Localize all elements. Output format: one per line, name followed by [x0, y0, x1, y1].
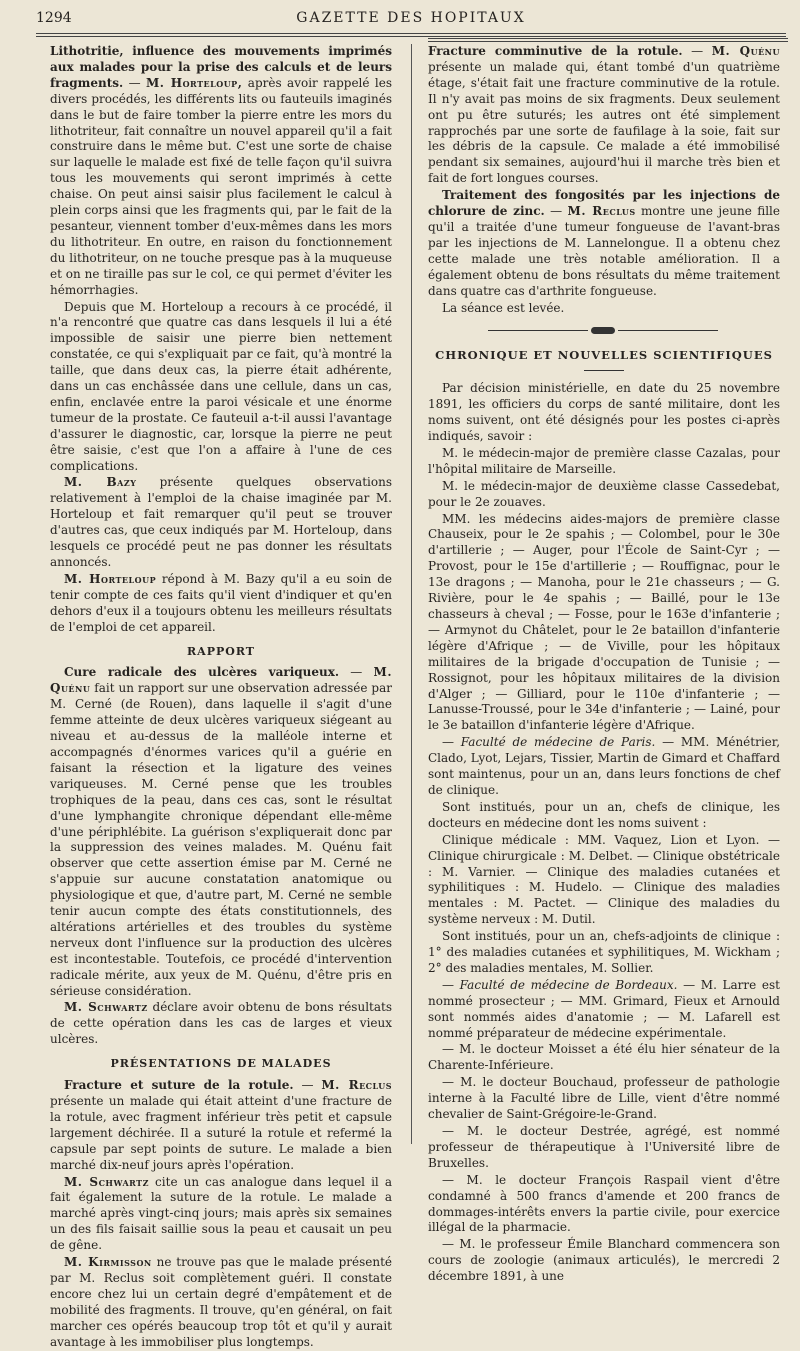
right-column	[428, 44, 781, 1284]
page-number: 1294	[36, 10, 72, 26]
paragraph: M. Horteloup répond à M. Bazy qu'il a eu soin de tenir compte de ces faits qu'il vient d'indiquer et qu'en dehors d'eux il a toujours obtenu les meilleurs résultats de l'emploi de cet appareil.	[50, 571, 392, 634]
article-title: Cure radicale des ulcères variqueux.	[64, 665, 340, 680]
speaker-name: M. Reclus	[567, 204, 636, 219]
heading-underline	[584, 370, 624, 371]
paragraph: M. le médecin-major de deuxième classe Cassedebat, pour le 2e zouaves.	[428, 478, 780, 509]
article-title: Fracture comminutive de la rotule.	[428, 44, 683, 58]
paragraph: — M. le docteur Moisset a été élu hier sénateur de la Charente-Inférieure.	[428, 1042, 780, 1073]
speaker-name: M. Reclus	[321, 1078, 392, 1093]
paragraph: — M. le docteur Destrée, agrégé, est nommé professeur de thérapeutique à l'Université libre de Bruxelles.	[428, 1124, 780, 1170]
paragraph: M. Bazy présente quelques observations relativement à l'emploi de la chaise imaginée par M. Horteloup et fait remarquer qu'il peut se trouver d'autres cas, que ceux indiqués par M. Horteloup, dans lesquels ce procédé peut ne pas donner les résultats annoncés.	[50, 475, 392, 569]
faculty-name: Faculté de médecine de Bordeaux.	[459, 977, 678, 992]
ornament-divider	[428, 324, 780, 338]
article-title: Fracture et suture de la rotule.	[64, 1078, 294, 1093]
speaker-name: M. Kirmisson	[64, 1255, 152, 1270]
article-columns	[50, 44, 788, 1349]
section-heading-rapport: RAPPORT	[187, 644, 255, 658]
paragraph-fracture-comminutive: Fracture comminutive de la rotule. — M. Quénu présente un malade qui, étant tombé d'un quatrième étage, s'était fait une fracture comminutive de la rotule. Il n'y avait pas moins de six fragments. Deux seulement ont pu être suturés; les autres ont été simplement rapprochés par une sorte de faufilage à la soie, fait sur les débris de la capsule. Ce malade a été immobilisé pendant six semaines, aujourd'hui il marche très bien et fait de fort longues courses.	[428, 44, 780, 186]
article-title: Traitement des fongosités par les injections de chlorure de zinc.	[428, 188, 780, 219]
paragraph: — M. le docteur Bouchaud, professeur de pathologie interne à la Faculté libre de Lille, vient d'être nommé chevalier de Saint-Grégoire-le-Grand.	[428, 1075, 780, 1122]
paragraph-rotule: Fracture et suture de la rotule. — M. Reclus présente un malade qui était atteint d'une fracture de la rotule, avec fragment inférieur très petit et capsule largement déchirée. Il a suturé la rotule et refermé la capsule par sept points de suture. Le malade a bien marché dix-neuf jours après l'opération.	[50, 1078, 392, 1172]
paragraph: Sont institués, pour un an, chefs de clinique, les docteurs en médecine dont les noms suivent :	[428, 799, 780, 830]
running-title: GAZETTE DES HOPITAUX	[296, 10, 526, 26]
ornament-icon	[591, 327, 615, 334]
paragraph-seance-levee: La séance est levée.	[442, 300, 565, 315]
speaker-name: M. Schwartz	[64, 1174, 149, 1189]
paragraph-fongosites: Traitement des fongosités par les injections de chlorure de zinc. — M. Reclus montre une jeune fille qu'il a traitée d'une tumeur fongueuse de l'avant-bras par les injections de M. Lannelongue. Il a obtenu chez cette malade une très notable amélioration. Il a également obtenu de bons résultats du même traitement dans quatre cas d'arthrite fongueuse.	[428, 188, 780, 298]
paragraph: — M. le professeur Émile Blanchard commencera son cours de zoologie (animaux articulés), le mercredi 2 décembre 1891, à une	[428, 1237, 780, 1284]
speaker-name: M. Horteloup	[64, 571, 157, 586]
paragraph: Depuis que M. Horteloup a recours à ce procédé, il n'a rencontré que quatre cas dans lesquels il lui a été impossible de saisir une pierre bien nettement constatée, ce qui s'expliquait par ce fait, qu'à montré la taille, que dans deux cas, la pierre était adhérente, dans un cas enchâssée dans une cellule, dans un cas, enfin, enclavée entre la paroi vésicale et une énorme tumeur de la prostate. Ce fauteuil a-t-il aussi l'avantage d'assurer le diagnostic, car, lorsque la pierre ne peut être saisie, c'est que l'on a affaire à l'une de ces complications.	[50, 299, 392, 473]
right-column-top-rule	[428, 38, 788, 42]
paragraph: M. Kirmisson ne trouve pas que le malade présenté par M. Reclus soit complètement guéri. Il constate encore chez lui un certain degré d'empâtement et de mobilité des fragments. Il trouve, qu'en général, on fait marcher ces opérés beaucoup trop tôt et qu'il y aurait avantage à les immobiliser plus longtemps.	[50, 1255, 393, 1349]
paragraph: — Faculté de médecine de Bordeaux. — M. Larre est nommé prosecteur ; — MM. Grimard, Fieux et Arnould sont nommés aides d'anatomie ; — M. Lafarell est nommé préparateur de médecine expérimentale.	[428, 977, 780, 1040]
speaker-name: M. Schwartz	[64, 1000, 148, 1015]
page-header	[36, 6, 786, 30]
speaker-name: M. Horteloup,	[146, 75, 243, 90]
paragraph: Clinique médicale : MM. Vaquez, Lion et Lyon. — Clinique chirurgicale : M. Delbet. — Clinique obstétricale : M. Varnier. — Clinique des maladies cutanées et syphilitiques : M. Hudelo. — Clinique des maladies mentales : M. Pactet. — Clinique des maladies du système nerveux : M. Dutil.	[428, 832, 780, 927]
paragraph: M. Schwartz déclare avoir obtenu de bons résultats de cette opération dans les cas de larges et vieux ulcères.	[50, 1000, 392, 1047]
left-column	[50, 44, 393, 1349]
paragraph-lithotritie: Lithotritie, influence des mouvements imprimés aux malades pour la prise des calculs et de leurs fragments. — M. Horteloup, après avoir rappelé les divers procédés, les différents lits ou fauteuils imaginés dans le but de faire tomber la pierre entre les mors du lithotriteur, fait connaître un nouvel appareil qu'il a fait construire dans le même but. C'est une sorte de chaise sur laquelle le malade est fixé de telle façon qu'il suivra tous les mouvements qui seront imprimés à cette chaise. On peut ainsi saisir plus facilement le calcul à plein corps ainsi que les fragments qui, par le fait de la pesanteur, viennent tomber d'eux-mêmes dans les mors du lithotriteur. En outre, en raison du fonctionnement du lithotriteur, on ne touche presque pas à la muqueuse et on ne tiraille pas sur le col, ce qui permet d'éviter les hémorrhagies.	[50, 44, 392, 297]
paragraph: Par décision ministérielle, en date du 25 novembre 1891, les officiers du corps de santé militaire, dont les noms suivent, ont été désignés pour les postes ci-après indiqués, savoir :	[428, 381, 780, 444]
paragraph: M. le médecin-major de première classe Cazalas, pour l'hôpital militaire de Marseille.	[428, 445, 780, 476]
faculty-name: Faculté de médecine de Paris.	[460, 735, 656, 750]
speaker-name: M. Quénu	[50, 665, 392, 696]
article-title: Lithotritie, influence des mouvements imprimés aux malades pour la prise des calculs et de leurs fragments.	[50, 44, 392, 90]
speaker-name: M. Bazy	[64, 475, 137, 490]
paragraph: — Faculté de médecine de Paris. — MM. Ménétrier, Clado, Lyot, Lejars, Tissier, Martin de Gimard et Chaffard sont maintenus, pour un an, dans leurs fonctions de chef de clinique.	[428, 735, 781, 797]
header-rule	[36, 33, 786, 37]
paragraph-ulceres: Cure radicale des ulcères variqueux. — M. Quénu fait un rapport sur une observation adressée par M. Cerné (de Rouen), dans laquelle il s'agit d'une femme atteinte de deux ulcères variqueux siégeant au niveau et au-dessus de la malléole interne et accompagnés d'énormes varices qu'il a guérie en faisant la résection et la ligature des veines variqueuses. M. Cerné pense que les troubles trophiques de la peau, dans ces cas, sont le résultat d'une lymphangite chronique dépendant elle-même d'une périphlébite. La guérison s'expliquerait donc par la suppression des veines malades. M. Quénu fait observer que cette assertion émise par M. Cerné ne s'appuie sur aucune constatation anatomique ou physiologique et que, d'autre part, M. Cerné ne semble tenir aucun compte des états constitutionnels, des altérations artérielles et des troubles du système nerveux dont l'influence sur la production des ulcères est incontestable. Toutefois, ce procédé d'intervention radicale mérite, aux yeux de M. Quénu, d'être pris en sérieuse considération.	[50, 665, 392, 998]
paragraph: MM. les médecins aides-majors de première classe Chauseix, pour le 2e spahis ; — Colombel, pour le 30e d'artillerie ; — Auger, pour l'École de Saint-Cyr ; — Provost, pour le 15e d'artillerie ; — Rouffignac, pour le 13e dragons ; — Manoha, pour le 21e chasseurs ; — G. Rivière, pour le 4e spahis ; — Baillé, pour le 13e chasseurs à cheval ; — Fosse, pour le 163e d'infanterie ; — Armynot du Châtelet, pour le 2e bataillon d'infanterie légère d'Afrique ; — de Viville, pour les hôpitaux militaires de la brigade d'occupation de Tunisie ; — Rossignot, pour les hôpitaux militaires de la division d'Alger ; — Gilliard, pour le 110e d'infanterie ; — Lanusse-Troussé, pour le 34e d'infanterie ; — Lainé, pour le 3e bataillon d'infanterie légère d'Afrique.	[428, 511, 780, 733]
paragraph: M. Schwartz cite un cas analogue dans lequel il a fait également la suture de la rotule. Le malade a marché après vingt-cinq jours; mais après six semaines un des fils faisait saillie sous la peau et causait un peu de gêne.	[50, 1174, 392, 1253]
section-heading-chronique: CHRONIQUE ET NOUVELLES SCIENTIFIQUES	[435, 348, 773, 363]
paragraph: Sont institués, pour un an, chefs-adjoints de clinique : 1° des maladies cutanées et syphilitiques, M. Wickham ; 2° des maladies mentales, M. Sollier.	[428, 929, 780, 975]
column-divider	[411, 44, 412, 1144]
paragraph: — M. le docteur François Raspail vient d'être condamné à 500 francs d'amende et 200 francs de dommages-intérêts envers la partie civile, pour exercice illégal de la pharmacie.	[428, 1172, 780, 1235]
section-heading-presentations: PRÉSENTATIONS DE MALADES	[110, 1057, 332, 1071]
speaker-name: M. Quénu	[711, 44, 780, 58]
